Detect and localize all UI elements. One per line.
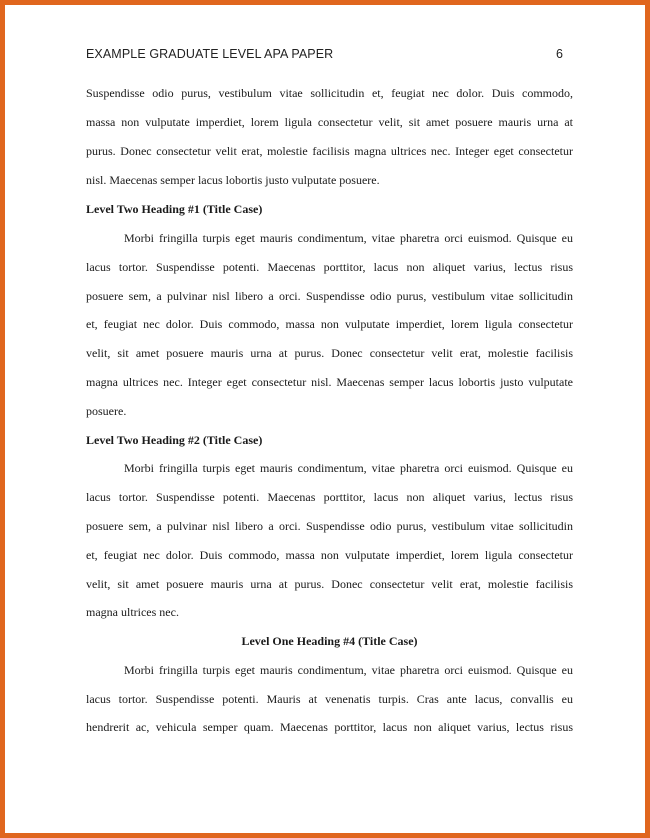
body-line: posuere sem, a pulvinar nisl libero a orci. Suspendisse odio purus, vestibulum vitae sollicitudin (86, 519, 573, 533)
body-line: lacus tortor. Suspendisse potenti. Maecenas porttitor, lacus non aliquet varius, lectus risus (86, 490, 573, 504)
body-line: purus. Donec consectetur velit erat, molestie facilisis magna ultrices nec. Integer eget consectetur (86, 144, 573, 158)
section-heading: Level Two Heading #2 (Title Case) (86, 433, 263, 447)
section-heading: Level Two Heading #1 (Title Case) (86, 202, 263, 216)
body-line: posuere sem, a pulvinar nisl libero a orci. Suspendisse odio purus, vestibulum vitae sollicitudin (86, 289, 573, 303)
body-line: nisl. Maecenas semper lacus lobortis justo vulputate posuere. (86, 173, 380, 187)
body-line: Morbi fringilla turpis eget mauris condimentum, vitae pharetra orci euismod. Quisque eu (124, 663, 573, 677)
section-heading-centered: Level One Heading #4 (Title Case) (241, 634, 418, 648)
page-number: 6 (556, 47, 563, 61)
body-line: Suspendisse odio purus, vestibulum vitae sollicitudin et, feugiat nec dolor. Duis commodo, (86, 86, 573, 100)
body-line: magna ultrices nec. Integer eget consectetur nisl. Maecenas semper lacus lobortis justo vulputate (86, 375, 573, 389)
body-line: velit, sit amet posuere mauris urna at purus. Donec consectetur velit erat, molestie facilisis (86, 577, 573, 591)
body-line: hendrerit ac, vehicula semper quam. Maecenas porttitor, lacus non aliquet varius, lectus risus (86, 720, 573, 734)
body-line: magna ultrices nec. (86, 605, 179, 619)
body-line: Morbi fringilla turpis eget mauris condimentum, vitae pharetra orci euismod. Quisque eu (124, 461, 573, 475)
body-line: et, feugiat nec dolor. Duis commodo, massa non vulputate imperdiet, lorem ligula consectetur (86, 548, 573, 562)
body-line: posuere. (86, 404, 127, 418)
running-head: EXAMPLE GRADUATE LEVEL APA PAPER (86, 47, 334, 61)
body-line: lacus tortor. Suspendisse potenti. Maecenas porttitor, lacus non aliquet varius, lectus risus (86, 260, 573, 274)
body-line: Morbi fringilla turpis eget mauris condimentum, vitae pharetra orci euismod. Quisque eu (124, 231, 573, 245)
body-line: velit, sit amet posuere mauris urna at purus. Donec consectetur velit erat, molestie facilisis (86, 346, 573, 360)
body-line: et, feugiat nec dolor. Duis commodo, massa non vulputate imperdiet, lorem ligula consectetur (86, 317, 573, 331)
body-line: lacus tortor. Suspendisse potenti. Mauris at venenatis turpis. Cras ante lacus, convallis eu (86, 692, 573, 706)
body-line: massa non vulputate imperdiet, lorem ligula consectetur velit, sit amet posuere mauris urna at (86, 115, 573, 129)
